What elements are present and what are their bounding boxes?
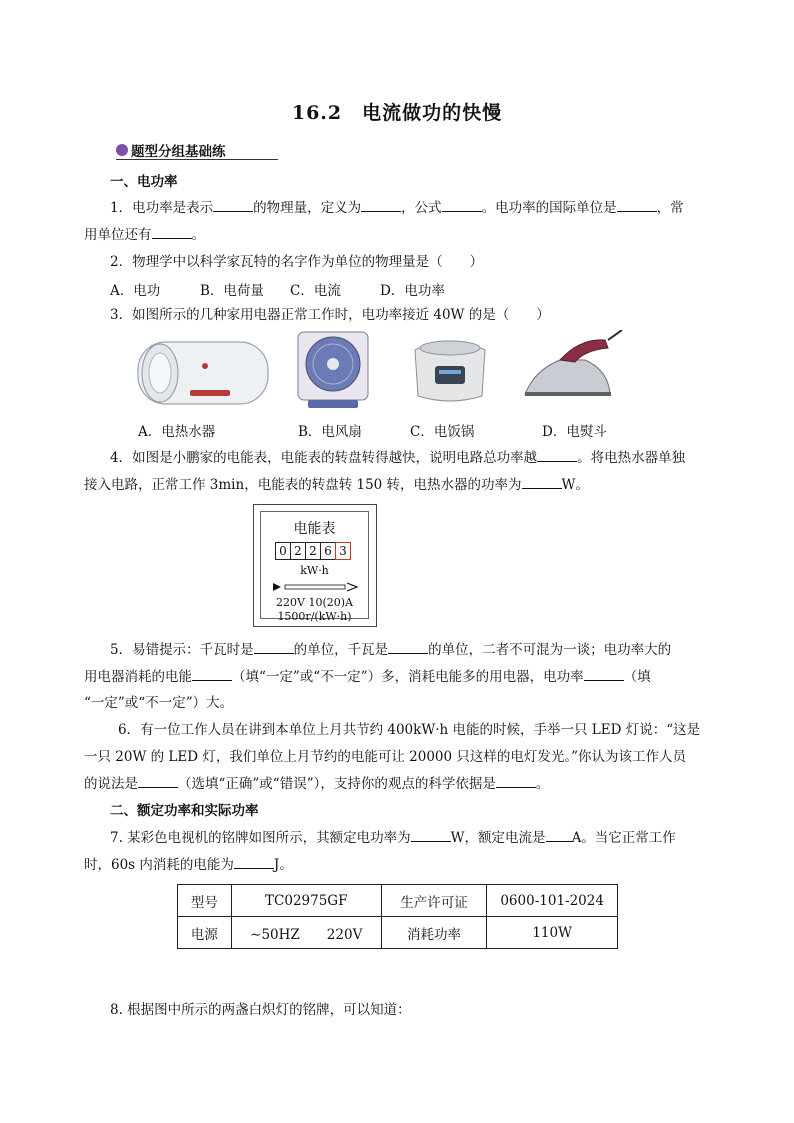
appliance-images (130, 330, 630, 410)
q1-blank-5[interactable] (152, 225, 192, 239)
q1-blank-1[interactable] (213, 198, 253, 212)
q2-option-d[interactable]: D．电功率 (380, 283, 445, 299)
q7-text-e: J。 (273, 857, 293, 873)
q4-blank-2[interactable] (522, 475, 562, 489)
electric-fan-image (298, 332, 368, 408)
q5-text-a: 5．易错提示：千瓦时是 (110, 642, 254, 658)
question-6-line-1: 6．有一位工作人员在讲到本单位上月共节约 400kW·h 电能的时候，手举一只 LED 灯说：“这是 (118, 722, 701, 738)
table-cell: 生产许可证 (381, 885, 487, 917)
q3-option-a[interactable]: A．电热水器 (138, 424, 216, 440)
q7-blank-2[interactable] (546, 828, 572, 842)
q2-option-c[interactable]: C．电流 (290, 283, 341, 299)
table-cell: 消耗功率 (381, 917, 487, 949)
rice-cooker-image (415, 341, 485, 401)
question-1-line-2 (84, 225, 714, 245)
meter-unit: kW·h (300, 564, 329, 577)
q1-text-f: 用单位还有 (84, 227, 152, 243)
meter-digit-2: 2 (290, 542, 306, 560)
q1-blank-4[interactable] (617, 198, 657, 212)
q3-option-c[interactable]: C．电饭锅 (410, 424, 475, 440)
question-8-stem: 8. 根据图中所示的两盏白炽灯的铭牌，可以知道： (110, 1002, 411, 1018)
q4-text-a: 4．如图是小鹏家的电能表，电能表的转盘转得越快，说明电路总功率越 (110, 450, 538, 466)
q1-text-e: ，常 (656, 200, 684, 216)
q6-text-e: 。 (535, 776, 550, 792)
question-5-line-3: “一定”或“不一定”）大。 (84, 695, 234, 711)
tv-nameplate-table (177, 884, 618, 949)
table-cell: 0600-101-2024 (487, 885, 618, 917)
question-6-line-3 (84, 774, 714, 794)
question-4-line-2 (84, 475, 714, 495)
q3-option-d[interactable]: D．电熨斗 (542, 424, 607, 440)
meter-digit-3: 2 (305, 542, 321, 560)
q1-text-g: 。 (191, 227, 205, 243)
q6-text-c: 的说法是 (84, 776, 138, 792)
q7-blank-1[interactable] (411, 828, 451, 842)
appliance-captions (0, 420, 794, 440)
q1-text-a: 1．电功率是表示 (110, 200, 214, 216)
q5-text-d: 用电器消耗的电能 (84, 669, 192, 685)
meter-title: 电能表 (293, 521, 336, 537)
q5-text-e: （填“一定”或“不一定”）多，消耗电能多的用电器，电功率 (232, 669, 584, 685)
water-heater-image (138, 342, 268, 404)
section-heading-power: 一、电功率 (110, 174, 178, 190)
q5-text-f: （填 (623, 669, 651, 685)
q5-blank-3[interactable] (192, 667, 232, 681)
badge-label: 题型分组基础练 (131, 143, 226, 160)
q1-blank-3[interactable] (442, 198, 482, 212)
question-2-stem: 2．物理学中以科学家瓦特的名字作为单位的物理量是（ ） (110, 254, 484, 270)
table-cell: TC02975GF (231, 885, 381, 917)
question-5-line-2 (84, 667, 714, 687)
energy-meter-panel (260, 511, 369, 623)
table-row (178, 885, 618, 917)
q7-text-b: W，额定电流是 (450, 830, 546, 846)
table-cell: ∼50HZ 220V (231, 917, 381, 949)
q6-text-d: （选填“正确”或“错误”），支持你的观点的科学依据是 (178, 776, 496, 792)
q5-text-b: 的单位，千瓦是 (293, 642, 389, 658)
q1-blank-2[interactable] (361, 198, 401, 212)
bullet-dot-icon (116, 144, 128, 156)
meter-spec-revolutions: 1500r/(kW·h) (277, 610, 352, 623)
q4-text-d: W。 (561, 477, 589, 493)
meter-digit-1: 0 (275, 542, 291, 560)
q6-blank-2[interactable] (496, 774, 536, 788)
q5-blank-4[interactable] (584, 667, 624, 681)
question-5-line-1 (110, 640, 714, 660)
q1-text-b: 的物理量，定义为 (253, 200, 362, 216)
q5-text-c: 的单位，二者不可混为一谈；电功率大的 (428, 642, 672, 658)
q7-text-a: 7. 某彩色电视机的铭牌如图所示，其额定电功率为 (110, 830, 411, 846)
section-badge (116, 140, 278, 160)
meter-digit-4: 6 (320, 542, 336, 560)
q7-text-d: 时，60s 内消耗的电能为 (84, 857, 234, 873)
question-7-line-2 (84, 855, 714, 875)
electric-iron-image (525, 330, 622, 396)
meter-digits (275, 542, 350, 560)
question-4-line-1 (110, 448, 714, 468)
page-title: 16.2 电流做功的快慢 (291, 102, 503, 124)
q5-blank-1[interactable] (254, 640, 294, 654)
q3-option-b[interactable]: B．电风扇 (298, 424, 362, 440)
q7-blank-3[interactable] (234, 855, 274, 869)
meter-digit-5: 3 (335, 542, 351, 560)
table-cell: 型号 (178, 885, 232, 917)
question-6-line-2: 一只 20W 的 LED 灯，我们单位上月节约的电能可让 20000 只这样的电灯发光。”你认为该工作人员 (84, 749, 687, 765)
q4-text-c: 接入电路，正常工作 3min，电能表的转盘转 150 转，电热水器的功率为 (84, 477, 522, 493)
table-cell: 110W (487, 917, 618, 949)
q1-text-d: 。电功率的国际单位是 (481, 200, 617, 216)
question-2-options (110, 279, 470, 299)
q4-blank-1[interactable] (537, 448, 577, 462)
q1-text-c: ，公式 (401, 200, 442, 216)
q2-option-b[interactable]: B．电荷量 (200, 283, 264, 299)
question-1-line-1 (110, 198, 714, 218)
meter-spec-voltage: 220V 10(20)A (276, 596, 353, 609)
table-cell: 电源 (178, 917, 232, 949)
table-row (178, 917, 618, 949)
q2-option-a[interactable]: A．电功 (110, 283, 161, 299)
q7-text-c: A。当它正常工作 (571, 830, 676, 846)
q6-blank-1[interactable] (138, 774, 178, 788)
section-heading-rated-power: 二、额定功率和实际功率 (110, 803, 259, 819)
question-7-line-1 (110, 828, 714, 848)
energy-meter-figure (253, 504, 377, 627)
rotation-arrow-icon (271, 582, 361, 592)
q4-text-b: 。将电热水器单独 (577, 450, 686, 466)
q5-blank-2[interactable] (388, 640, 428, 654)
question-3-stem: 3．如图所示的几种家用电器正常工作时，电功率接近 40W 的是（ ） (110, 307, 550, 323)
